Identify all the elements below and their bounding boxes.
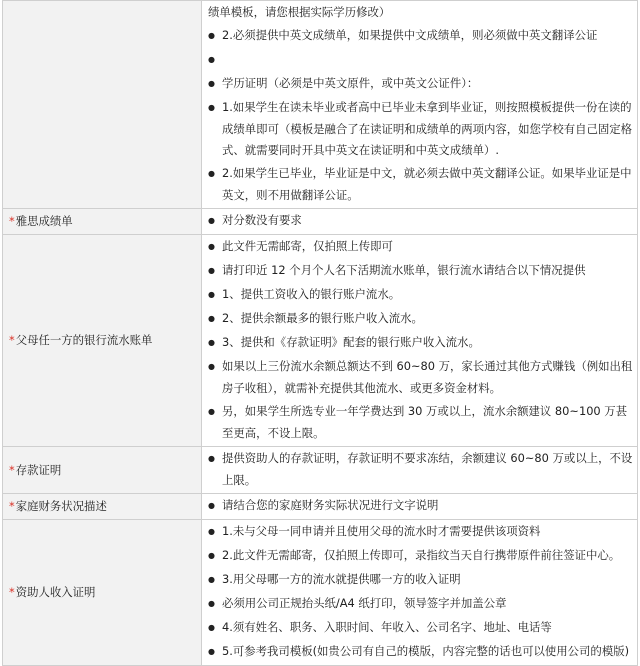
bullet-icon — [208, 617, 222, 639]
requirement-item-text: 2.如果学生已毕业，毕业证是中文，就必须去做中英文翻译公证。如果毕业证是中英文，则不用做翻译公证。 — [222, 166, 632, 202]
requirement-item-text: 另，如果学生所选专业一年学费达到 30 万或以上，流水余额建议 80~100 万甚至更高，不设上限。 — [222, 404, 628, 440]
bullet-icon — [208, 448, 222, 470]
required-asterisk: * — [9, 214, 15, 228]
requirement-item-text: 3.用父母哪一方的流水就提供哪一方的收入证明 — [222, 572, 461, 586]
requirement-item — [208, 284, 633, 306]
requirement-item — [208, 332, 633, 354]
bullet-icon — [208, 545, 222, 567]
bullet-icon — [208, 401, 222, 423]
bullet-icon — [208, 521, 222, 543]
requirement-item — [208, 617, 633, 639]
requirement-item — [208, 260, 633, 282]
requirement-row — [3, 209, 638, 235]
requirement-row — [3, 520, 638, 666]
requirement-item-text: 4.须有姓名、职务、入职时间、年收入、公司名字、地址、电话等 — [222, 620, 552, 634]
requirement-item-text: 绩单模板，请您根据实际学历修改） — [208, 5, 391, 19]
requirement-item-text: 5.可参考我司模板(如贵公司有自己的模版，内容完整的话也可以使用公司的模版) — [222, 644, 630, 658]
requirement-item — [208, 495, 633, 517]
bullet-icon — [208, 593, 222, 615]
bullet-icon — [208, 49, 222, 71]
requirement-item-text: 3、提供和《存款证明》配套的银行账户收入流水。 — [222, 335, 480, 349]
requirement-item-text: 2.此文件无需邮寄，仅拍照上传即可，录指纹当天自行携带原件前往签证中心。 — [222, 548, 621, 562]
requirement-item — [208, 356, 633, 399]
bullet-icon — [208, 97, 222, 119]
requirement-item — [208, 49, 633, 71]
bullet-icon — [208, 569, 222, 591]
requirement-item — [208, 521, 633, 543]
requirement-item-text: 1.未与父母一同申请并且使用父母的流水时才需要提供该项资料 — [222, 524, 541, 538]
requirement-label: 家庭财务状况描述 — [15, 499, 107, 513]
requirement-item-text: 如果以上三份流水余额总额达不到 60~80 万，家长通过其他方式赚钱（例如出租房子收租），就需补充提供其他流水、或更多资金材料。 — [222, 359, 633, 395]
requirement-row — [3, 494, 638, 520]
bullet-icon — [208, 641, 222, 663]
requirement-content-cell — [202, 520, 638, 666]
requirement-item-text: 1.如果学生在读未毕业或者高中已毕业未拿到毕业证，则按照模板提供一份在读的成绩单即可（模板是融合了在读证明和成绩单的两项内容，如您学校有自己固定格式、就需要同时开具中英文在读证明和中英文成绩单）. — [222, 100, 633, 157]
bullet-icon — [208, 25, 222, 47]
requirement-item — [208, 163, 633, 206]
requirement-item — [208, 236, 633, 258]
requirement-row — [3, 447, 638, 494]
bullet-icon — [208, 260, 222, 282]
requirement-item-text: 提供资助人的存款证明，存款证明不要求冻结，余额建议 60~80 万或以上，不设上限。 — [222, 451, 633, 487]
requirement-label-cell — [3, 1, 202, 209]
requirement-item — [208, 401, 633, 444]
requirement-item — [208, 593, 633, 615]
requirement-label: 资助人收入证明 — [15, 585, 96, 599]
bullet-icon — [208, 495, 222, 517]
bullet-icon — [208, 308, 222, 330]
bullet-icon — [208, 236, 222, 258]
requirement-item-text: 请结合您的家庭财务实际状况进行文字说明 — [222, 498, 439, 512]
requirement-item-text: 对分数没有要求 — [222, 213, 302, 227]
requirement-label-cell — [3, 447, 202, 494]
requirement-label-cell — [3, 494, 202, 520]
requirement-label: 雅思成绩单 — [15, 214, 73, 228]
requirement-item-text: 此文件无需邮寄，仅拍照上传即可 — [222, 239, 393, 253]
requirement-item — [208, 569, 633, 591]
bullet-icon — [208, 284, 222, 306]
requirement-content-cell — [202, 235, 638, 447]
bullet-icon — [208, 332, 222, 354]
requirement-row — [3, 235, 638, 447]
requirement-row — [3, 1, 638, 209]
required-asterisk: * — [9, 585, 15, 599]
bullet-icon — [208, 163, 222, 185]
requirement-item-text: 必须用公司正规抬头纸/A4 纸打印，领导签字并加盖公章 — [222, 596, 507, 610]
requirement-item — [208, 641, 633, 663]
bullet-icon — [208, 210, 222, 232]
requirement-item-text: 学历证明（必须是中英文原件，或中英文公证件）： — [222, 76, 479, 90]
requirement-content-cell — [202, 447, 638, 494]
requirement-item — [208, 545, 633, 567]
requirement-item — [208, 448, 633, 491]
requirement-content-cell — [202, 209, 638, 235]
required-asterisk: * — [9, 333, 15, 347]
requirement-content-cell — [202, 494, 638, 520]
requirement-label-cell — [3, 235, 202, 447]
requirement-content-cell — [202, 1, 638, 209]
requirement-item — [208, 2, 633, 23]
bullet-icon — [208, 73, 222, 95]
requirement-item — [208, 210, 633, 232]
requirement-item-text: 请打印近 12 个月个人名下活期流水账单，银行流水请结合以下情况提供 — [222, 263, 586, 277]
requirement-label-cell — [3, 209, 202, 235]
requirements-table-body — [3, 1, 638, 666]
requirement-item — [208, 73, 633, 95]
requirements-table — [2, 0, 638, 666]
requirement-item — [208, 97, 633, 161]
requirement-item-text: 1、提供工资收入的银行账户流水。 — [222, 287, 401, 301]
requirement-item — [208, 25, 633, 47]
required-asterisk: * — [9, 499, 15, 513]
requirement-item-text: 2、提供余额最多的银行账户收入流水。 — [222, 311, 423, 325]
requirement-item-text: 2.必须提供中英文成绩单，如果提供中文成绩单，则必须做中英文翻译公证 — [222, 28, 598, 42]
requirement-label: 存款证明 — [15, 462, 62, 477]
requirement-label-cell — [3, 520, 202, 666]
requirement-label: 父母任一方的银行流水账单 — [15, 333, 153, 347]
required-asterisk: * — [9, 462, 15, 477]
requirement-item — [208, 308, 633, 330]
bullet-icon — [208, 356, 222, 378]
